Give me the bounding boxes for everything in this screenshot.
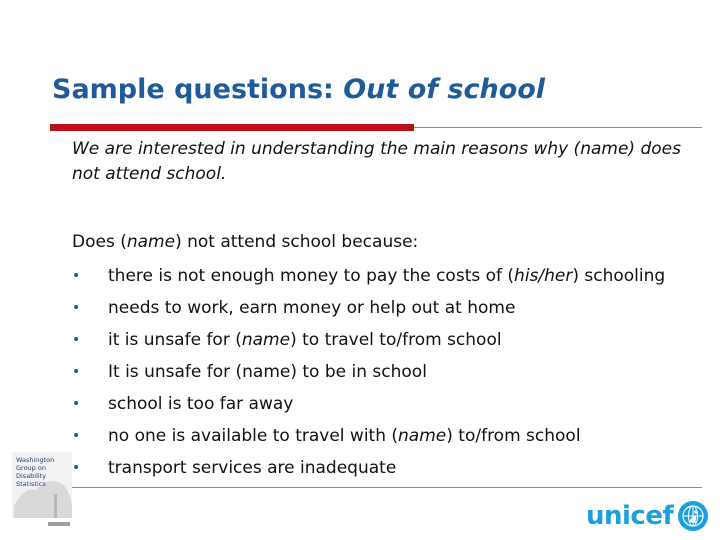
logo-line: Group on bbox=[16, 464, 46, 472]
intro-text: We are interested in understanding the main reasons why (name) does not attend school. bbox=[72, 139, 681, 184]
logo-line: Statistics bbox=[16, 480, 46, 488]
unicef-logo bbox=[586, 498, 712, 536]
list-item bbox=[72, 292, 712, 324]
list-item-text: there is not enough money to pay the costs of (his/her) schooling bbox=[108, 266, 666, 286]
title-divider-line bbox=[414, 127, 702, 128]
bullet-icon: • bbox=[72, 428, 81, 444]
slide-title bbox=[52, 74, 545, 105]
list-item bbox=[72, 356, 712, 388]
logo-line: Washington bbox=[16, 456, 55, 464]
list-item-text: needs to work, earn money or help out at home bbox=[108, 298, 516, 318]
bullet-icon: • bbox=[72, 332, 81, 348]
list-item bbox=[72, 260, 712, 292]
title-prefix: Sample questions: bbox=[52, 74, 344, 105]
logo-line: Disability bbox=[16, 472, 47, 480]
list-item-text: transport services are inadequate bbox=[108, 458, 397, 478]
unicef-wordmark: unicef bbox=[586, 501, 674, 531]
list-item-text: it is unsafe for (name) to travel to/from school bbox=[108, 330, 502, 350]
reasons-list bbox=[72, 260, 712, 484]
list-item-text: no one is available to travel with (name) to/from school bbox=[108, 426, 581, 446]
unicef-emblem-icon bbox=[677, 500, 709, 532]
bullet-icon: • bbox=[72, 300, 81, 316]
title-emphasis: Out of school bbox=[343, 74, 546, 105]
lead-before: Does ( bbox=[72, 232, 127, 252]
footer-divider-line bbox=[70, 487, 702, 488]
question-lead bbox=[72, 230, 418, 255]
bullet-icon: • bbox=[72, 268, 81, 284]
list-item bbox=[72, 324, 712, 356]
list-item bbox=[72, 420, 712, 452]
bullet-icon: • bbox=[72, 364, 81, 380]
lead-after: ) not attend school because: bbox=[175, 232, 419, 252]
washington-group-logo-icon bbox=[10, 446, 74, 530]
list-item-text: school is too far away bbox=[108, 394, 294, 414]
lead-emphasis: name bbox=[126, 232, 176, 252]
list-item bbox=[72, 388, 712, 420]
title-accent-rule bbox=[50, 124, 414, 131]
bullet-icon: • bbox=[72, 460, 81, 476]
bullet-icon: • bbox=[72, 396, 81, 412]
list-item bbox=[72, 452, 712, 484]
list-item-text: It is unsafe for (name) to be in school bbox=[108, 362, 427, 382]
